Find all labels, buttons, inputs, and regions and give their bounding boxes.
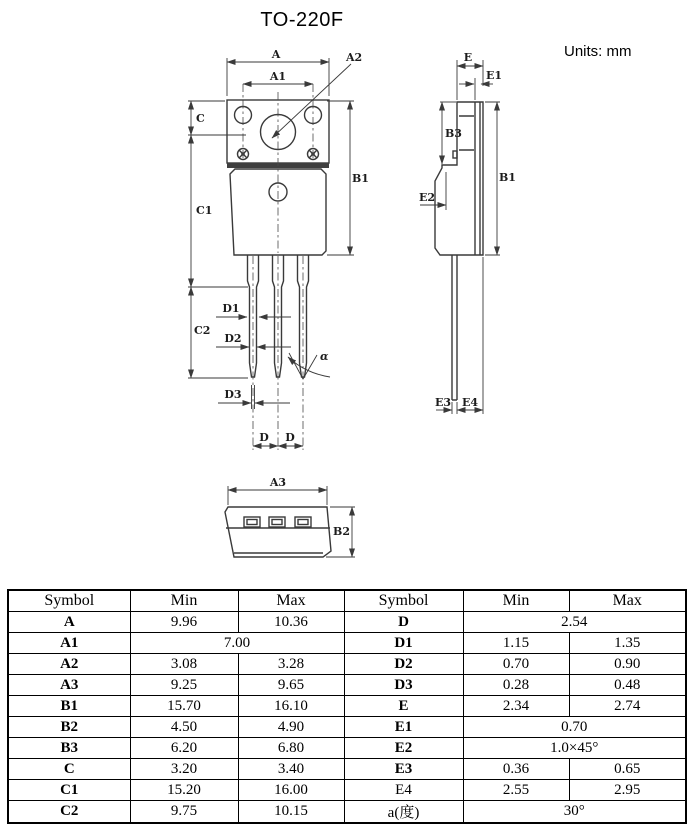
column-header: Max <box>238 590 344 612</box>
table-row <box>8 759 686 780</box>
dim-label-C1: C1 <box>196 204 213 217</box>
symbol-cell: D3 <box>344 675 463 696</box>
column-header: Symbol <box>344 590 463 612</box>
symbol-cell: B1 <box>8 696 130 717</box>
side-view <box>419 51 516 414</box>
value-cell: 9.25 <box>130 675 238 696</box>
dim-D1 <box>216 302 291 317</box>
symbol-cell: C2 <box>8 801 130 824</box>
bottom-outline <box>225 507 331 557</box>
value-cell: 2.95 <box>569 780 686 801</box>
symbol-cell: C1 <box>8 780 130 801</box>
symbol-cell: E1 <box>344 717 463 738</box>
dim-table-body <box>8 612 686 824</box>
table-row <box>8 717 686 738</box>
dim-label-A3: A3 <box>269 476 287 489</box>
dim-label-C2: C2 <box>194 324 211 337</box>
value-cell: 15.70 <box>130 696 238 717</box>
column-header: Max <box>569 590 686 612</box>
value-cell: 1.15 <box>463 633 569 654</box>
value-cell: 15.20 <box>130 780 238 801</box>
column-header: Min <box>130 590 238 612</box>
value-cell: 2.34 <box>463 696 569 717</box>
dim-B1-front <box>327 101 369 255</box>
value-cell: 9.65 <box>238 675 344 696</box>
symbol-cell: E4 <box>344 780 463 801</box>
dim-E2 <box>419 172 446 210</box>
value-cell: 3.28 <box>238 654 344 675</box>
dim-E <box>457 51 483 100</box>
dim-label-B1-side: B1 <box>499 171 516 184</box>
value-cell: 2.55 <box>463 780 569 801</box>
dim-label-C: C <box>196 112 205 125</box>
dim-label-D1: D1 <box>222 302 240 315</box>
table-row <box>8 696 686 717</box>
table-row <box>8 612 686 633</box>
dim-label-E3: E3 <box>434 396 452 409</box>
table-row <box>8 675 686 696</box>
dim-label-D-right: D <box>285 431 295 444</box>
dim-D2 <box>216 332 291 347</box>
dim-D3 <box>218 385 290 409</box>
dim-label-A: A <box>271 48 281 61</box>
symbol-cell: A2 <box>8 654 130 675</box>
value-cell: 6.20 <box>130 738 238 759</box>
value-cell: 3.40 <box>238 759 344 780</box>
symbol-cell: A <box>8 612 130 633</box>
table-row <box>8 654 686 675</box>
bottom-view <box>225 476 355 557</box>
side-leadframe-lines <box>475 102 480 255</box>
symbol-cell: B3 <box>8 738 130 759</box>
value-cell: D1 <box>344 633 463 654</box>
value-cell: 16.10 <box>238 696 344 717</box>
side-face-nub <box>453 151 457 158</box>
column-header: Min <box>463 590 569 612</box>
value-cell: 1.35 <box>569 633 686 654</box>
dim-alpha <box>288 350 330 379</box>
dim-label-B2: B2 <box>333 525 350 538</box>
side-lead <box>452 255 457 400</box>
symbol-cell: E2 <box>344 738 463 759</box>
value-cell: 3.20 <box>130 759 238 780</box>
value-cell: 4.90 <box>238 717 344 738</box>
dim-label-alpha: α <box>320 350 329 363</box>
value-cell: 0.36 <box>463 759 569 780</box>
dim-label-E4: E4 <box>461 396 479 409</box>
value-cell: 1.0×45° <box>463 738 686 759</box>
value-cell: 7.00 <box>130 633 344 654</box>
bottom-lead-stubs <box>244 517 311 527</box>
value-cell: 3.08 <box>130 654 238 675</box>
dim-C <box>188 101 246 135</box>
value-cell: 10.36 <box>238 612 344 633</box>
dim-E3-E4 <box>435 257 483 414</box>
dim-label-B3: B3 <box>445 127 462 140</box>
front-view <box>188 48 369 450</box>
value-cell: 0.65 <box>569 759 686 780</box>
value-cell: 0.70 <box>463 654 569 675</box>
value-cell: 16.00 <box>238 780 344 801</box>
symbol-cell: B2 <box>8 717 130 738</box>
table-row <box>8 780 686 801</box>
symbol-cell: A1 <box>8 633 130 654</box>
value-cell: 9.75 <box>130 801 238 824</box>
units-label: Units: mm <box>564 43 632 60</box>
table-row <box>8 633 686 654</box>
dim-label-D2: D2 <box>224 332 242 345</box>
value-cell: 0.70 <box>463 717 686 738</box>
page-title: TO-220F <box>260 9 344 31</box>
value-cell: 10.15 <box>238 801 344 824</box>
dim-B3 <box>440 102 462 164</box>
dim-label-D-left: D <box>259 431 269 444</box>
dim-label-A2: A2 <box>346 51 363 64</box>
column-header: Symbol <box>8 590 130 612</box>
dim-label-D3: D3 <box>224 388 242 401</box>
dim-table-head <box>8 590 686 612</box>
value-cell: 6.80 <box>238 738 344 759</box>
symbol-cell: A3 <box>8 675 130 696</box>
symbol-cell: D <box>344 612 463 633</box>
value-cell: 30° <box>463 801 686 824</box>
value-cell: 9.96 <box>130 612 238 633</box>
dim-label-E1: E1 <box>486 69 503 82</box>
value-cell: 0.28 <box>463 675 569 696</box>
dim-B1-side <box>485 102 516 255</box>
dim-label-A1: A1 <box>269 70 287 83</box>
dim-label-E2: E2 <box>419 191 436 204</box>
symbol-cell: a(度) <box>344 801 463 824</box>
value-cell: 0.90 <box>569 654 686 675</box>
value-cell: 2.74 <box>569 696 686 717</box>
value-cell: 4.50 <box>130 717 238 738</box>
symbol-cell: C <box>8 759 130 780</box>
dim-label-B1-front: B1 <box>352 172 369 185</box>
symbol-cell: E3 <box>344 759 463 780</box>
table-row <box>8 801 686 824</box>
dim-A1 <box>243 70 313 84</box>
dimension-table <box>7 589 687 824</box>
dim-A3 <box>228 476 327 505</box>
dim-A2 <box>272 51 362 138</box>
symbol-cell: E <box>344 696 463 717</box>
dim-E1 <box>459 69 502 100</box>
value-cell: 2.54 <box>463 612 686 633</box>
value-cell: 0.48 <box>569 675 686 696</box>
table-row <box>8 738 686 759</box>
dim-label-E: E <box>463 51 473 64</box>
symbol-cell: D2 <box>344 654 463 675</box>
header-row <box>8 590 686 612</box>
